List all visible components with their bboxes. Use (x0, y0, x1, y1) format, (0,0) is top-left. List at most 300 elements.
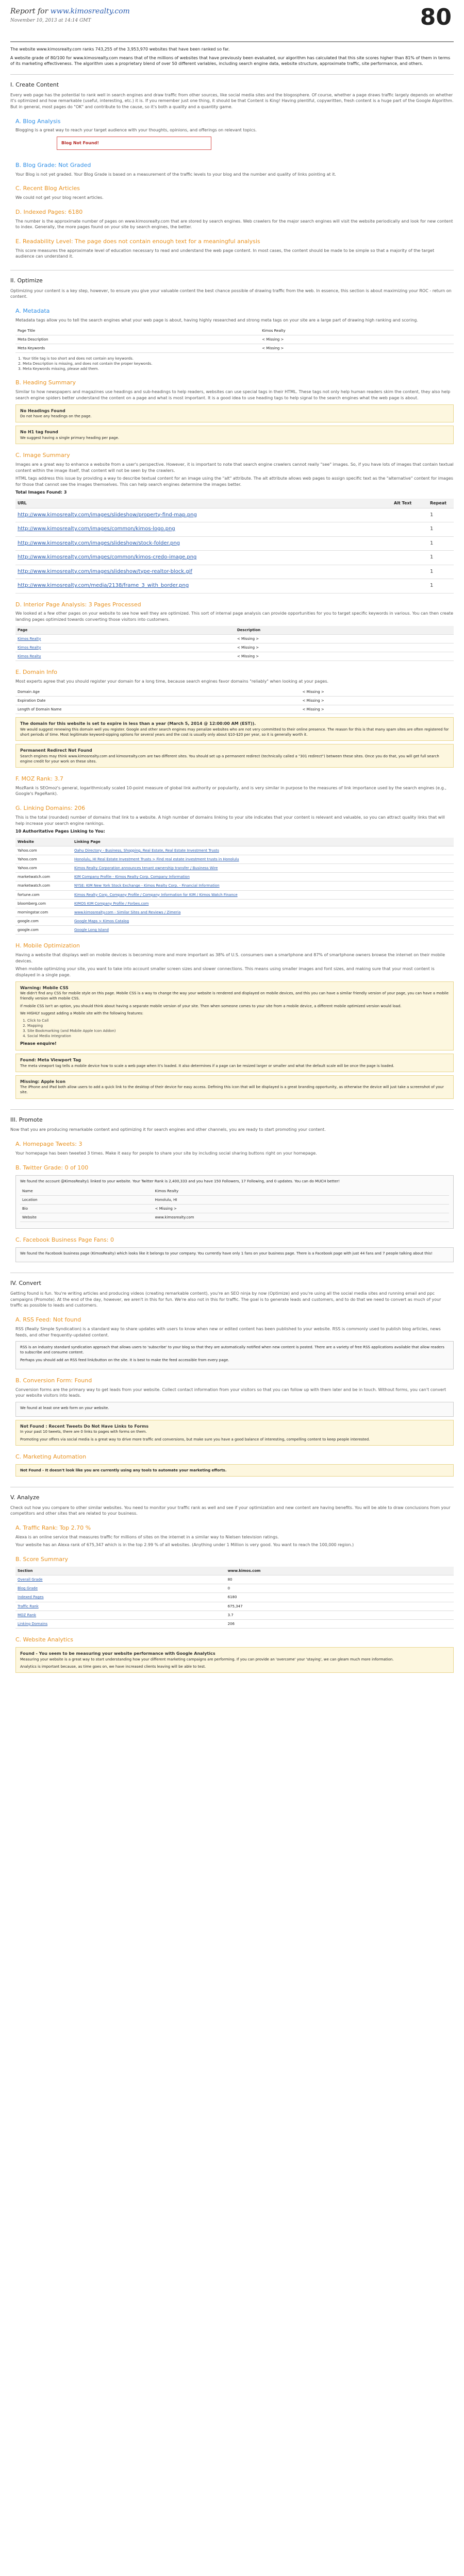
blog-not-found-box (57, 137, 211, 150)
table-row (15, 1575, 454, 1584)
item-desc: Similar to how newspapers and magazines use headings and sub-headings to help readers, websites can use special tags in their HTML. These tags not only help human readers skim the content, they also help search engine spiders better understand the content on a page and what is most important. It is a good idea to use heading tags to help signal to the search engines what the web page is about. (15, 389, 451, 400)
column-header: Alt Text (392, 499, 428, 508)
table-link[interactable]: KIM Company Profile - Kimos Realty Corp. Company Information (74, 875, 190, 879)
table-cell (15, 536, 392, 551)
table-cell (392, 508, 428, 522)
intro-rank: The website www.kimosrealty.com ranks 743,255 of the 3,953,970 websites that have been ranked so far. (10, 47, 230, 52)
table-cell: google.com (15, 926, 72, 935)
metadata (10, 307, 454, 371)
item-desc: Alexa is an online service that measures traffic for millions of sites on the internet in a similar way to Nielsen television ratings. (15, 1534, 279, 1539)
table-cell: Yahoo.com (15, 855, 72, 864)
table-row (15, 1593, 454, 1602)
table-cell: < Missing > (235, 643, 454, 652)
box-text: We suggest having a single primary heading per page. (20, 435, 120, 440)
rss-feed (10, 1316, 454, 1369)
item-title (15, 1140, 454, 1148)
links-subheading: 10 Authoritative Pages Linking to You: (15, 829, 105, 834)
report-site-link[interactable]: www.kimosrealty.com (50, 7, 130, 15)
box-title: Warning: Mobile CSS (20, 985, 69, 990)
box-text-2: Perhaps you should add an RSS feed link/button on the site. It is best to make the feed accessible from every page. (20, 1358, 229, 1363)
item-title-value: 0 of 100 (64, 1164, 89, 1171)
table-link[interactable]: http://www.kimosrealty.com/images/common/kimos-logo.png (18, 526, 175, 532)
table-row (15, 579, 454, 594)
recent-blog-articles (10, 184, 454, 201)
box-title: Found: Meta Viewport Tag (20, 1057, 81, 1062)
section-desc: Check out how you compare to other similar websites. You need to monitor your traffic rank as well and see if your optimization and new content are having benefits. You will be able to draw conclusions from your competitors and other sites that are related to your business. (10, 1505, 451, 1516)
table-cell: Bio (20, 1204, 153, 1213)
intro-grade: A website grade of 80/100 for www.kimosrealty.com means that of the millions of websites that have previously been evaluated, our algorithm has calculated that this site scores higher than 81% of them in terms of its marketing effectiveness. The algorithm uses a proprietary blend of over 50 different variables, including search engine data, website structure, approximate traffic, site performance, and others. (10, 55, 451, 66)
image-total-label: Total Images Found: (15, 490, 63, 495)
table-link[interactable]: MOZ Rank (18, 1613, 37, 1617)
table-link[interactable]: Honolulu, HI Real Estate Investment Trusts > Find real estate investment trusts in Honolulu (74, 857, 239, 862)
item-title-value: Top 2.70 % (59, 1524, 91, 1531)
table-link[interactable]: Kimos Realty Corp. Company Profile / Company Information for KIM / Kimos Watch Finance (74, 892, 238, 897)
list-item: 1. Your title tag is too short and does not contain any keywords. (23, 356, 454, 361)
box-text: The iPhone and iPad both allow users to add a quick link to the desktop of their device for easy access. Defining this icon that will be displayed is a great branding opportunity, as otherwise the device will just take a screenshot of your site. (20, 1085, 444, 1095)
table-row (15, 565, 454, 579)
report-date: November 10, 2013 at 14:14 GMT (10, 18, 91, 24)
section-desc: Optimizing your content is a key step, however, to ensure you give your valuable content the best chance possible of drawing traffic from the web. In essence, this section is about maximizing your ROC - return on content. (10, 288, 452, 299)
table-cell: Yahoo.com (15, 864, 72, 873)
table-cell (15, 1593, 226, 1602)
table-cell: 675,347 (226, 1602, 454, 1611)
score-table (15, 1567, 454, 1629)
table-cell: < Missing > (300, 688, 454, 697)
facebook-fans (10, 1236, 454, 1262)
table-cell: < Missing > (235, 652, 454, 661)
item-desc: We could not get your blog recent articles. (15, 195, 104, 200)
item-title: C. Recent Blog Articles (15, 185, 80, 192)
list-item: 4. Social Media Integration (27, 1033, 449, 1039)
item-title (15, 1164, 454, 1172)
box-text-2: Promoting your offers via social media is a great way to drive more traffic and conversions, but make sure you have a good balance of interesting, compelling content to keep people interested. (20, 1437, 370, 1442)
domain-expire-box (15, 717, 454, 741)
section-desc: Every web page has the potential to rank well in search engines and draw traffic from other sources, like social media sites and the blogosphere. Of course, whether a page draws traffic largely depends on whether it's optimized and how remarkable (useful, interesting, etc.) it is. If you remember just one thing, it should be that Content is King! Having plentiful, copywritten, fresh content is a huge part of the Google Algorithm. But in general, most pages do "OK" and contribute to the cause, so it's both a quality and a quantity game. (10, 92, 454, 109)
overall-score: 80 (420, 4, 452, 30)
readability-level (10, 238, 454, 260)
column-header: www.kimos.com (226, 1567, 454, 1575)
table-cell (72, 882, 454, 890)
item-title-value: 3 Pages Processed (88, 601, 141, 608)
indexed-pages (10, 208, 454, 230)
item-desc: RSS (Really Simple Syndication) is a standard way to share updates with users to know when new or edited content has been published to your website. RSS is commonly used to publish blog articles, news feeds, and other frequently-updated content. (15, 1326, 441, 1337)
item-title (15, 1524, 454, 1532)
item-title (15, 208, 454, 216)
table-cell (72, 846, 454, 855)
apple-icon-box (15, 1075, 454, 1099)
table-cell (15, 643, 235, 652)
score-summary (10, 1555, 454, 1629)
box-text: We found the Facebook business page (KimosRealty) which looks like it belongs to your company. You currently have only 1 fans on your business page. There is a Facebook page with just 44 fans and 7 people talking about this! (20, 1251, 433, 1256)
column-header: Repeat (428, 499, 454, 508)
table-row (15, 1584, 454, 1593)
table-cell (15, 1584, 226, 1593)
table-row (15, 908, 454, 917)
table-cell: 1 (428, 536, 454, 551)
table-link[interactable]: KIMOS KIM Company Profile / Forbes.com (74, 901, 149, 906)
table-cell (72, 873, 454, 882)
traffic-rank (10, 1524, 454, 1548)
item-desc: This score measures the approximate level of education necessary to read and understand the web page content. In most cases, the content should be made to be simple so that a majority of the target audience can understand it. (15, 248, 435, 259)
table-row (15, 890, 454, 899)
table-cell (72, 855, 454, 864)
table-cell: marketwatch.com (15, 882, 72, 890)
table-row (15, 873, 454, 882)
table-cell: marketwatch.com (15, 873, 72, 882)
table-row (15, 855, 454, 864)
section-title: II. Optimize (10, 277, 43, 284)
metadata-notes (23, 356, 454, 371)
table-row (15, 926, 454, 935)
table-cell (392, 536, 428, 551)
metadata-table (15, 327, 454, 353)
mobile-enquire: Please enquire! (20, 1041, 57, 1046)
section-title: IV. Convert (10, 1280, 41, 1287)
item-title-value: 6180 (68, 208, 83, 215)
rss-box (15, 1341, 454, 1369)
moz-rank (10, 775, 454, 797)
table-cell (72, 890, 454, 899)
conversion-form (10, 1377, 454, 1446)
item-title: B. Heading Summary (15, 379, 76, 386)
table-cell: Honolulu, HI (153, 1195, 449, 1204)
table-row (15, 688, 454, 697)
linking-domains (10, 804, 454, 935)
item-title (15, 161, 454, 170)
item-title-value: 3.7 (54, 775, 63, 782)
table-link[interactable]: http://www.kimosrealty.com/images/slideshow/property-find-map.png (18, 512, 197, 518)
list-item: 2. Meta Description is missing, and does not contain the proper keywords. (23, 361, 454, 366)
section-analyze (10, 1487, 454, 1673)
mobile-optimization (10, 942, 454, 1098)
item-title (15, 1236, 454, 1244)
item-desc: Your homepage has been tweeted 3 times. Make it easy for people to share your site by including social sharing buttons right on your homepage. (15, 1151, 317, 1156)
mobile-list-intro: We HIGHLY suggest adding a Mobile site with the following features: (20, 1011, 143, 1015)
table-row (15, 882, 454, 890)
automation-box (15, 1464, 454, 1477)
box-text: Do not have any headings on the page. (20, 414, 92, 419)
item-desc-2: HTML tags address this issue by providing a way to describe textual content for an image using the "alt" attribute. The alt attribute allows web pages to assign specific text as the "alternative" content for images for those that cannot see the images themselves. This can help search engines determine the images better. (15, 476, 453, 487)
table-row (15, 652, 454, 661)
table-cell: 1 (428, 522, 454, 537)
heading-summary (10, 379, 454, 444)
box-text-2: If mobile CSS isn't an option, you should think about having a separate mobile version of your site. Then when someone comes to your site from a mobile device, a different mobile optimized version would load. (20, 1004, 402, 1008)
table-link[interactable]: http://www.kimosrealty.com/images/common/kimos-credo-image.png (18, 554, 197, 561)
table-cell: < Missing > (260, 335, 454, 344)
table-cell (15, 634, 235, 643)
links-table (15, 838, 454, 935)
table-link[interactable]: NYSE: KIM New York Stock Exchange - Kimos Realty Corp. - Financial Information (74, 884, 220, 888)
box-text: Not Found - It doesn't look like you are currently using any tools to automate your marketing efforts. (20, 1468, 227, 1472)
interior-table (15, 626, 454, 662)
report-title-prefix: Report for (10, 7, 48, 15)
image-summary (10, 451, 454, 594)
image-table (15, 499, 454, 594)
image-total (15, 489, 454, 496)
item-title-label: D. Indexed Pages: (15, 208, 67, 215)
table-cell (15, 522, 392, 537)
item-desc: Most experts agree that you should register your domain for a long time, because search engines favor domains "reliably" when looking at your pages. (15, 679, 329, 684)
table-link[interactable]: Overall Grade (18, 1578, 43, 1582)
table-cell: 1 (428, 565, 454, 579)
domain-info (10, 668, 454, 768)
table-cell: Kimos Realty (260, 327, 454, 335)
tweets-forms-box (15, 1420, 454, 1446)
box-title: The domain for this website is set to expire in less than a year (March 5, 2014 @ 12:00:00 AM (EST)). (20, 721, 256, 726)
section-convert (10, 1273, 454, 1476)
table-link[interactable]: Kimos Realty Corporation announces tenant ownership transfer / Business Wire (74, 866, 218, 871)
item-title-label: B. Twitter Grade: (15, 1164, 63, 1171)
table-cell (15, 508, 392, 522)
table-row (15, 634, 454, 643)
blog-analysis (10, 117, 454, 150)
homepage-tweets (10, 1140, 454, 1157)
report-header (10, 6, 454, 38)
item-desc: Blogging is a great way to reach your target audience with your thoughts, opinions, and offerings on relevant topics. (15, 128, 257, 133)
report-title (10, 6, 454, 16)
item-title-value: 3 (78, 1141, 82, 1148)
table-link[interactable]: Linking Domains (18, 1621, 48, 1626)
list-item: 2. Mapping (27, 1023, 449, 1028)
box-text: The meta viewport tag tells a mobile device how to scale a web page when it's loaded. It also determines if a page can be resized larger or smaller and what the default scale will be once the page is loaded. (20, 1063, 394, 1068)
table-cell: bloomberg.com (15, 899, 72, 908)
mobile-css-box (15, 981, 454, 1050)
box-title: No H1 tag found (20, 430, 58, 435)
table-cell: < Missing > (153, 1204, 449, 1213)
twitter-grade (10, 1164, 454, 1229)
table-row (15, 1619, 454, 1628)
header-divider (10, 41, 454, 42)
item-title: C. Marketing Automation (15, 1453, 87, 1460)
table-link[interactable]: http://www.kimosrealty.com/images/slideshow/type-realtor-block.gif (18, 568, 192, 574)
table-link[interactable]: http://www.kimosrealty.com/images/slideshow/stock-folder.png (18, 540, 180, 546)
table-cell: < Missing > (300, 705, 454, 714)
item-desc: We looked at a few other pages on your website to see how well they are optimized. This sort of internal page analysis can provide opportunities for you to target specific keywords in various. You can then create landing pages optimized towards converting those visitors into customers. (15, 611, 453, 622)
section-optimize (10, 270, 454, 1099)
item-title-label: B. Blog Grade: (15, 161, 57, 168)
list-item: 3. Meta Keywords missing, please add them. (23, 366, 454, 371)
table-cell: Yahoo.com (15, 846, 72, 855)
table-row (15, 344, 454, 352)
item-title-label: G. Linking Domains: (15, 805, 73, 812)
item-desc: MozRank is SEOmoz's general, logarithmically scaled 10-point measure of global link authority or popularity, and is very similar in purpose to the measures of link importance used by the search engines (e.g., Google's PageRank). (15, 785, 446, 796)
item-title: A. Metadata (15, 308, 50, 315)
box-title: Missing: Apple Icon (20, 1079, 65, 1084)
no-h1-box (15, 426, 454, 444)
section-promote (10, 1109, 454, 1263)
table-cell: www.kimosrealty.com (153, 1213, 449, 1222)
table-cell (392, 579, 428, 594)
item-desc: Your Blog is not yet graded. Your Blog Grade is based on a measurement of the traffic levels to your blog and the number and quality of links pointing at it. (15, 172, 336, 177)
column-header: Linking Page (72, 838, 454, 846)
table-row (15, 864, 454, 873)
table-cell: Length of Domain Name (15, 705, 300, 714)
table-cell (15, 1602, 226, 1611)
item-title (15, 601, 454, 609)
box-text: We didn't find any CSS for mobile style on this page. Mobile CSS is a way to change the way your website is rendered and displayed on mobile devices, and this you can have a similar friendly version of your page, you can have a mobile friendly version with mobile CSS. (20, 991, 449, 1001)
list-item: 3. Site Bookmarking (and Mobile Apple Icon Addon) (27, 1028, 449, 1033)
item-desc-2: When mobile optimizing your site, you want to take into account smaller screen sizes and slower connections. This means using smaller images and font sizes, and making sure that your most content is displayed in a single page. (15, 967, 435, 978)
blog-grade (10, 161, 454, 178)
table-cell (72, 899, 454, 908)
table-cell: fortune.com (15, 890, 72, 899)
analytics-box (15, 1647, 454, 1673)
column-header: Website (15, 838, 72, 846)
item-desc: This is the total (rounded) number of domains that link to a website. A high number of domains linking to your site indicates that your content is relevant and valuable, so you can attract quality links that will help increase your search engine rankings. (15, 815, 445, 826)
item-desc: Metadata tags allow you to tell the search engines what your web page is about, having highly researched and strong meta tags on your site are a large part of drawing high ranking and scoring. (15, 318, 418, 323)
item-title: C. Website Analytics (15, 1636, 73, 1643)
column-header: Section (15, 1567, 226, 1575)
item-title (15, 775, 454, 783)
table-link[interactable]: Blog Grade (18, 1586, 38, 1591)
table-row (15, 705, 454, 714)
table-cell: morningstar.com (15, 908, 72, 917)
section-title: III. Promote (10, 1116, 43, 1123)
table-cell: 0 (226, 1584, 454, 1593)
item-desc: Images are a great way to enhance a website from a user's perspective. However, it is important to note that search engine crawlers cannot really "see" images. So, if you have lots of images that contain textual content within the image itself, that content will not be seen by the crawlers. (15, 462, 454, 473)
box-text: We found the account @KimosRealty1 linked to your website. Your Twitter Rank is 2,400,333 and you have 150 Followers, 17 Following, and 0 updates. You can do MUCH better! (20, 1179, 340, 1183)
table-row (20, 1195, 449, 1204)
table-link[interactable]: Kimos Realty (18, 645, 41, 650)
item-title-value: Not Graded (58, 161, 91, 168)
item-title-label: D. Interior Page Analysis: (15, 601, 87, 608)
item-title: B. Score Summary (15, 1556, 69, 1563)
table-cell: Kimos Realty (153, 1187, 449, 1196)
table-cell (15, 1575, 226, 1584)
table-cell: < Missing > (235, 634, 454, 643)
item-desc-2: Your website has an Alexa rank of 675,347 which is in the top 2.99 % of all websites. (Anything under 1 Million is very good. You want to reach the 100,000 region.) (15, 1543, 354, 1548)
table-cell: 80 (226, 1575, 454, 1584)
item-title: C. Image Summary (15, 452, 70, 459)
column-header: URL (15, 499, 392, 508)
table-row (15, 643, 454, 652)
item-title (15, 1377, 454, 1385)
table-cell (72, 917, 454, 926)
item-title (15, 804, 454, 812)
item-desc: Conversion forms are the primary way to get leads from your website. Collect contact information from your visitors so that you can follow up with them later and be in touch. Without forms, you can't convert your website visitors into leads. (15, 1387, 446, 1398)
table-link[interactable]: Indexed Pages (18, 1595, 44, 1600)
table-cell: Meta Description (15, 335, 260, 344)
table-cell (392, 551, 428, 565)
box-text: We found at least one web form on your website. (20, 1405, 109, 1410)
table-cell: 1 (428, 551, 454, 565)
table-cell: Domain Age (15, 688, 300, 697)
item-title-label: A. Traffic Rank: (15, 1524, 58, 1531)
item-title-value: 0 (110, 1236, 114, 1244)
item-title: A. Blog Analysis (15, 117, 61, 125)
table-cell: 206 (226, 1619, 454, 1628)
box-text: RSS is an industry standard syndication approach that allows users to 'subscribe' to your blog so that they are automatically notified when new content is posted. There are a variety of free RSS applications available that allow readers to subscribe and consume content. (20, 1345, 444, 1355)
image-total-value: 3 (63, 490, 67, 495)
item-title-label: B. Conversion Form: (15, 1377, 73, 1384)
table-row (15, 846, 454, 855)
list-item: 1. Click to Call (27, 1018, 449, 1023)
forms-box (15, 1402, 454, 1417)
table-cell: 1 (428, 579, 454, 594)
table-row (15, 899, 454, 908)
item-title: E. Domain Info (15, 669, 57, 676)
table-row (20, 1213, 449, 1222)
item-title (15, 238, 454, 246)
table-cell (72, 908, 454, 917)
table-link[interactable]: Traffic Rank (18, 1604, 39, 1608)
section-title: I. Create Content (10, 81, 59, 88)
box-title: Not Found : Recent Tweets Do Not Have Links to Forms (20, 1423, 149, 1429)
table-cell (392, 565, 428, 579)
table-link[interactable]: http://www.kimosrealty.com/media/2138/frame_3_with_border.png (18, 583, 189, 589)
table-cell: < Missing > (300, 696, 454, 705)
item-title (15, 1316, 454, 1324)
item-desc: The number is the approximate number of pages on www.kimosrealty.com that are stored by search engines. Web crawlers for the major search engines will visit the website periodically and look for new content to index. Generally, the more pages found on your site by search engines, the better. (15, 218, 453, 230)
table-link[interactable]: Google Long Island (74, 928, 109, 933)
no-headings-box (15, 404, 454, 423)
item-desc: Having a website that displays well on mobile devices is becoming more and more important as 38% of U.S. consumers own a smartphone and 87% of smartphone owners browse the internet on their mobile devices. (15, 953, 445, 963)
item-title-value: Found (74, 1377, 92, 1384)
table-row (15, 1611, 454, 1619)
box-text-2: Analytics is important because, as time goes on, we have increased clients leaving will be able to test. (20, 1664, 206, 1669)
table-link[interactable]: Oahu Directory - Business, Shopping, Real Estate, Real Estate Investment Trusts (74, 848, 219, 853)
item-title-label: E. Readability Level: (15, 238, 73, 245)
item-title-value: Not found (53, 1316, 81, 1324)
table-cell: 6180 (226, 1593, 454, 1602)
table-row (20, 1204, 449, 1213)
table-row (15, 335, 454, 344)
section-desc: Now that you are producing remarkable content and optimizing it for search engines and other channels, you are ready to start promoting your content. (10, 1127, 326, 1132)
table-row (15, 1602, 454, 1611)
table-cell (15, 652, 235, 661)
table-cell (72, 864, 454, 873)
table-cell (15, 579, 392, 594)
website-analytics (10, 1636, 454, 1673)
domain-table (15, 688, 454, 714)
viewport-box (15, 1054, 454, 1072)
column-header: Description (235, 626, 454, 635)
table-row (15, 327, 454, 335)
twitter-box (15, 1175, 454, 1229)
table-cell: google.com (15, 917, 72, 926)
table-cell: Name (20, 1187, 153, 1196)
table-link[interactable]: www.kimosrealty.com - Similar Sites and Reviews / Zimeria (74, 910, 181, 914)
item-title-label: A. RSS Feed: (15, 1316, 52, 1324)
interior-page-analysis (10, 601, 454, 662)
table-cell (15, 1611, 226, 1619)
column-header: Page (15, 626, 235, 635)
box-title: Permanent Redirect Not Found (20, 748, 92, 753)
table-cell: Location (20, 1195, 153, 1204)
table-cell: < Missing > (260, 344, 454, 352)
box-text: Measuring your website is a great way to start understanding how your different marketing campaigns are performing. If you can provide an 'overcome' your 'staying', we can gleam much more information. (20, 1657, 394, 1662)
item-title-label: F. MOZ Rank: (15, 775, 53, 782)
marketing-automation (10, 1453, 454, 1477)
facebook-box (15, 1247, 454, 1262)
table-cell (72, 926, 454, 935)
section-desc: Getting found is fun. You're writing articles and producing videos (creating remarkable content), you're an SEO ninja by now (Optimize) and you're using all the social media sites and running email and ppc campaigns (Promote). At the end of the day, however, we aren't in this for fun. We're also not in this for traffic. The goal is to generate leads and customers, and to do that we need to convert as much of your traffic as possible to leads and customers. (10, 1291, 441, 1308)
item-title-label: A. Homepage Tweets: (15, 1141, 77, 1148)
box-title: Found - You seem to be measuring your website performance with Google Analytics (20, 1651, 216, 1656)
table-cell: Meta Keywords (15, 344, 260, 352)
section-create (10, 74, 454, 260)
table-link[interactable]: Kimos Realty (18, 636, 41, 641)
table-row (15, 696, 454, 705)
table-cell: Website (20, 1213, 153, 1222)
mobile-feature-list (27, 1018, 449, 1039)
box-text: In your past 10 tweets, there are 0 links to pages with forms on them. (20, 1430, 147, 1434)
table-row (15, 536, 454, 551)
box-text: Search engines may think www.kimosrealty.com and kimosrealty.com are two different sites. You should set up a permanent redirect (technically called a "301 redirect") between these sites. Once you do that, you will get full search engine credit for your work on these sites. (20, 754, 439, 764)
table-link[interactable]: Kimos Realty (18, 654, 41, 659)
table-link[interactable]: Google Maps > Kimos Catalog (74, 919, 129, 924)
box-title: No Headings Found (20, 408, 65, 413)
